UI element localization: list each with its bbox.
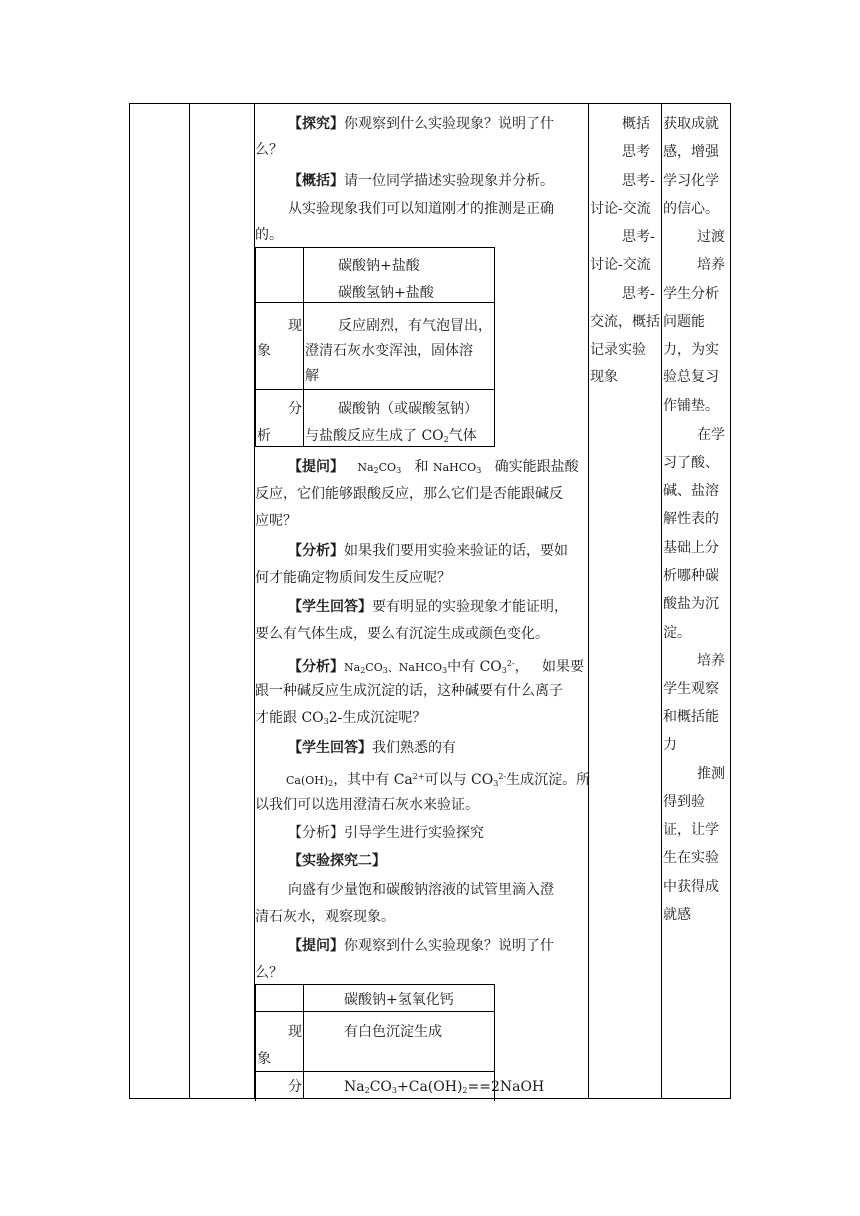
- student-col-line3: 思考-: [622, 173, 655, 189]
- table-border-left: [129, 103, 130, 1099]
- question-2-line2: 么？: [255, 965, 283, 981]
- intent-col-line8: 问题能: [663, 314, 705, 330]
- experiment-2-heading: 【实验探究二】: [288, 853, 386, 869]
- analysis-2-line3: 才能跟 $CO_32-$生成沉淀呢？: [255, 710, 427, 726]
- student-answer-2-label: 【学生回答】: [288, 740, 372, 756]
- intent-col-line17: 析哪种碳: [663, 568, 719, 584]
- t1-row2-text: 与盐酸反应生成了 CO: [305, 428, 444, 444]
- student-answer-1-text: 要有明显的实验现象才能证明，: [372, 599, 568, 615]
- intent-col-line14: 碱、盐溶: [663, 483, 719, 499]
- co3-sup: 2-: [506, 659, 515, 668]
- intent-col-line6: 培养: [697, 257, 725, 273]
- intent-col-line20: 培养: [697, 653, 725, 669]
- intent-col-line28: 中获得成: [663, 879, 719, 895]
- student-col-line8: 交流，概括: [590, 314, 660, 330]
- intent-col-line3: 学习化学: [663, 173, 719, 189]
- intent-col-line12: 在学: [697, 427, 725, 443]
- analysis-1-text: 如果我们要用实验来验证的话，要如: [344, 543, 568, 559]
- formula-nahco3: NaHCO$_3$: [432, 461, 482, 475]
- table-top-border: [129, 103, 731, 104]
- student-col-line10: 现象: [590, 369, 618, 385]
- explore-text: 你观察到什么实验现象？说明了什: [344, 116, 554, 132]
- question-1-line2: 反应，它们能够跟酸反应，那么它们是否能跟碱反: [255, 486, 563, 502]
- t2-row1-label-b: 象: [257, 1051, 271, 1067]
- t2-row1-label-a: 现: [288, 1024, 302, 1040]
- intent-col-line24: 推测: [697, 766, 725, 782]
- table-border-right: [730, 103, 731, 1099]
- question-1-label: 【提问】: [288, 459, 344, 475]
- student-col-line7: 思考-: [622, 286, 655, 302]
- question-2-text: 你观察到什么实验现象？说明了什: [344, 938, 554, 954]
- t1-row1-label-a: 现: [288, 318, 302, 334]
- t1-row2-label-b: 析: [257, 428, 271, 444]
- t1-row2-line2: [305, 423, 477, 453]
- intent-col-line22: 和概括能: [663, 709, 719, 725]
- question-2-line1: [288, 933, 554, 959]
- explore-label: 【探究】: [288, 116, 344, 132]
- intent-col-line9: 力，为实: [663, 342, 719, 358]
- intent-col-line4: 的信心。: [663, 201, 719, 217]
- t1-row1-line2: 澄清石灰水变浑浊，固体溶: [305, 343, 473, 359]
- intent-col-line15: 解性表的: [663, 511, 719, 527]
- analysis-2-text: 中有 CO: [447, 659, 502, 675]
- t2-row1-text: 有白色沉淀生成: [344, 1024, 442, 1040]
- student-col-line6: 讨论-交流: [590, 257, 651, 273]
- explore-cont: 么？: [255, 142, 283, 158]
- explore-paragraph: [288, 111, 554, 137]
- t1-row2-text-end: 气体: [448, 428, 477, 444]
- intent-col-line29: 就感: [663, 907, 691, 923]
- student-answer-1-label: 【学生回答】: [288, 599, 372, 615]
- t1-hdivider-2: [255, 389, 494, 390]
- t2-hdivider-2: [255, 1071, 494, 1072]
- t1-row2-line1: 碳酸钠（或碳酸氢钠）: [338, 401, 478, 417]
- student-answer-2-line3: 以我们可以选用澄清石灰水来验证。: [255, 797, 479, 813]
- t2-row2-label: 分: [288, 1079, 302, 1095]
- t1-row1-label-b: 象: [257, 343, 271, 359]
- intent-col-line23: 力: [663, 737, 677, 753]
- analysis-2-label: 【分析】: [288, 659, 344, 675]
- experiment-2-line2: 清石灰水，观察现象。: [255, 909, 395, 925]
- conclusion-line2: 的。: [255, 227, 283, 243]
- student-answer-2-line1: [288, 735, 456, 761]
- student-col-line4: 讨论-交流: [590, 201, 651, 217]
- formula-na2co3: $Na_2CO_3$: [357, 461, 402, 475]
- conclusion-line1: 从实验现象我们可以知道刚才的推测是正确: [288, 201, 554, 217]
- analysis-3: 【分析】引导学生进行实验探究: [288, 825, 484, 841]
- intent-col-line10: 验总复习: [663, 369, 719, 385]
- summary-paragraph: [288, 168, 554, 194]
- intent-col-line16: 基础上分: [663, 540, 719, 556]
- analysis-2-text-end: ， 如果要: [514, 659, 585, 675]
- question-1-text: 确实能跟盐酸: [494, 459, 579, 475]
- summary-label: 【概括】: [288, 173, 344, 189]
- intent-col-line13: 习了酸、: [663, 455, 719, 471]
- intent-col-line26: 证，让学: [663, 822, 719, 838]
- summary-text: 请一位同学描述实验现象并分析。: [344, 173, 554, 189]
- formula-list: $Na_2CO_3$、NaHCO$_3$: [344, 661, 448, 675]
- student-col-line1: 概括: [622, 116, 650, 132]
- student-answer-2-line2: $Ca(OH)_2$，其中有 $Ca^{2+}$可以与 $CO_3^{2-}$生成沉淀。所: [286, 772, 591, 788]
- experiment-2-line1: 向盛有少量饱和碳酸钠溶液的试管里滴入澄: [288, 882, 554, 898]
- table-divider-4: [661, 103, 662, 1099]
- analysis-1-label: 【分析】: [288, 543, 344, 559]
- t1-row1-line3: 解: [305, 368, 319, 384]
- t2-row2-formula: $Na_2CO_3+Ca(OH)_2==2NaOH$: [344, 1079, 545, 1095]
- intent-col-line18: 酸盐为沉: [663, 596, 719, 612]
- table-divider-1: [189, 103, 190, 1099]
- t1-header-1: 碳酸钠+盐酸: [338, 258, 420, 274]
- intent-col-line1: 获取成就: [663, 116, 719, 132]
- intent-col-line27: 生在实验: [663, 850, 719, 866]
- t1-row2-sub: 2: [443, 435, 449, 444]
- t1-row2-label-a: 分: [288, 401, 302, 417]
- t2-vdivider: [303, 984, 304, 1099]
- table-divider-3: [588, 103, 589, 1099]
- student-col-line9: 记录实验: [590, 342, 646, 358]
- and-text: 和: [414, 459, 429, 475]
- question-2-label: 【提问】: [288, 938, 344, 954]
- intent-col-line7: 学生分析: [663, 286, 719, 302]
- intent-col-line25: 得到验: [663, 794, 705, 810]
- t2-header: 碳酸钠+氢氧化钙: [344, 992, 454, 1008]
- intent-col-line5: 过渡: [697, 229, 725, 245]
- t1-header-2: 碳酸氢钠+盐酸: [338, 285, 434, 301]
- analysis-1-line1: [288, 538, 568, 564]
- student-answer-1-line1: [288, 594, 568, 620]
- student-col-line2: 思考: [622, 144, 650, 160]
- student-answer-1-line2: 要么有气体生成，要么有沉淀生成或颜色变化。: [255, 626, 549, 642]
- intent-col-line11: 作铺垫。: [663, 398, 719, 414]
- analysis-2-line2: 跟一种碱反应生成沉淀的话，这种碱要有什么离子: [255, 683, 563, 699]
- intent-col-line21: 学生观察: [663, 681, 719, 697]
- intent-col-line19: 淀。: [663, 625, 691, 641]
- intent-col-line2: 感，增强: [663, 144, 719, 160]
- question-1-line1: [288, 454, 579, 484]
- analysis-1-line2: 何才能确定物质间发生反应呢？: [255, 570, 451, 586]
- co3-sub: 3: [501, 666, 507, 675]
- t1-row1-line1: 反应剧烈，有气泡冒出，: [338, 318, 492, 334]
- student-answer-2-text: 我们熟悉的有: [372, 740, 456, 756]
- question-1-line3: 应呢？: [255, 513, 297, 529]
- student-col-line5: 思考-: [622, 229, 655, 245]
- t1-vdivider: [303, 247, 304, 446]
